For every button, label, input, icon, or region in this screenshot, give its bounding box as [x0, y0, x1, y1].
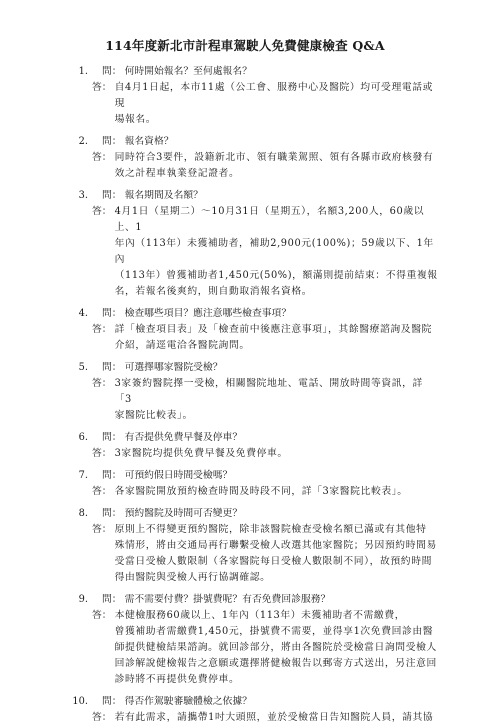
question-text: 可選擇哪家醫院受檢？	[124, 362, 223, 373]
question-label: 問：	[102, 470, 122, 481]
answer-text: 3家簽約醫院擇一受檢，相關醫院地址、電話、開放時間等資訊，詳「3 家醫院比較表」。	[114, 378, 423, 421]
question-number: 1.	[78, 66, 88, 77]
answer-row	[70, 80, 440, 128]
question-label: 問：	[102, 432, 122, 443]
answer-row	[70, 522, 440, 586]
answer-label: 答：	[92, 152, 112, 163]
question-number: 8.	[78, 508, 88, 519]
answer-text: 3家醫院均提供免費早餐及免費停車。	[114, 448, 288, 459]
answer-label: 答：	[92, 82, 112, 93]
question-text: 檢查哪些項目？應注意哪些檢查事項？	[124, 308, 292, 319]
question-number: 5.	[78, 362, 88, 373]
question-number: 2.	[78, 136, 88, 147]
question-label: 問：	[102, 362, 122, 373]
answer-row	[70, 322, 440, 354]
question-text: 何時開始報名？至何處報名？	[124, 66, 252, 77]
question-text: 報名資格？	[124, 136, 174, 147]
qa-item	[70, 188, 440, 300]
document-title: 114年度新北市計程車駕駛人免費健康檢查 Q&A	[105, 38, 385, 53]
answer-label: 答：	[92, 206, 112, 217]
qa-item	[70, 506, 440, 586]
qa-item	[70, 64, 440, 128]
question-row	[70, 430, 440, 446]
question-row	[70, 188, 440, 204]
qa-item	[70, 468, 440, 500]
question-row	[70, 64, 440, 80]
answer-text: 若有此需求，請攜帶1吋大頭照，並於受檢當日告知醫院人員，請其協	[114, 712, 434, 723]
answer-label: 答：	[92, 486, 112, 497]
answer-row	[70, 608, 440, 688]
question-number: 4.	[78, 308, 88, 319]
question-row	[70, 468, 440, 484]
question-row	[70, 306, 440, 322]
question-label: 問：	[102, 308, 122, 319]
answer-label: 答：	[92, 448, 112, 459]
question-label: 問：	[102, 136, 122, 147]
question-row	[70, 694, 440, 710]
answer-label: 答：	[92, 610, 112, 621]
answer-row	[70, 710, 440, 726]
question-label: 問：	[102, 508, 122, 519]
answer-text: 自4月1日起，本市11處（公工會、服務中心及醫院）均可受理電話或現 場報名。	[114, 82, 434, 125]
answer-label: 答：	[92, 378, 112, 389]
qa-item	[70, 360, 440, 424]
question-number: 7.	[78, 470, 88, 481]
question-label: 問：	[102, 696, 122, 707]
qa-item	[70, 430, 440, 462]
question-number: 3.	[78, 190, 88, 201]
question-text: 預約醫院及時間可否變更？	[124, 508, 243, 519]
question-label: 問：	[102, 66, 122, 77]
question-text: 得否作駕駛審驗體檢之依據？	[124, 696, 252, 707]
question-row	[70, 134, 440, 150]
answer-row	[70, 484, 440, 500]
answer-text: 同時符合3要件，設籍新北市、領有職業駕照、領有各縣市政府核發有 效之計程車執業登記證者。	[114, 152, 434, 179]
qa-item	[70, 592, 440, 688]
question-text: 報名期間及名額？	[124, 190, 203, 201]
question-row	[70, 506, 440, 522]
answer-row	[70, 204, 440, 300]
answer-text: 各家醫院開放預約檢查時間及時段不同，詳「3家醫院比較表」。	[114, 486, 408, 497]
qa-item	[70, 306, 440, 354]
answer-row	[70, 150, 440, 182]
question-number: 9.	[78, 594, 88, 605]
answer-text: 原則上不得變更預約醫院，除非該醫院檢查受檢名額已滿或有其他特 殊情形，將由交通局再行聯繫受檢人改選其他家醫院；另因預約時間易 受當日受檢人數限制（各家醫院每日受檢人數限制不同），故預約時間 得由醫院與受檢人再行協調確認。	[114, 524, 437, 583]
question-text: 需不需要付費？掛號費呢？有否免費回診服務？	[124, 594, 331, 605]
question-row	[70, 592, 440, 608]
question-text: 可預約假日時間受檢嗎？	[124, 470, 233, 481]
question-text: 有否提供免費早餐及停車？	[124, 432, 243, 443]
answer-label: 答：	[92, 524, 112, 535]
answer-label: 答：	[92, 324, 112, 335]
answer-text: 本健檢服務60歲以上、1年內（113年）未獲補助者不需繳費， 曾獲補助者需繳費1,450元，掛號費不需要，並得享1次免費回診由醫 師提供健檢結果諮詢。就回診部分，將由各醫院於受檢當日詢問受檢人 回診解說健檢報告之意願或選擇將健檢報告以郵寄方式送出，另注意回 診時將不再提供免費停車。	[114, 610, 437, 685]
answer-text: 4月1日（星期二）～10月31日（星期五），名額3,200人，60歲以上、1 年內（113年）未獲補助者，補助2,900元(100%)；59歲以下、1年內 （113年）曾獲補助者1,450元(50%)，額滿則提前結束：不得重複報 名，若報名後爽約，則自動取消報名資格。	[114, 206, 438, 297]
question-number: 10.	[72, 696, 88, 707]
answer-label: 答：	[92, 712, 112, 723]
question-label: 問：	[102, 594, 122, 605]
answer-text: 詳「檢查項目表」及「檢查前中後應注意事項」，其餘醫療諮詢及醫院 介紹，請逕電洽各醫院詢問。	[114, 324, 432, 351]
question-row	[70, 360, 440, 376]
question-label: 問：	[102, 190, 122, 201]
question-number: 6.	[78, 432, 88, 443]
answer-row	[70, 446, 440, 462]
qa-list	[70, 64, 440, 726]
qa-item	[70, 134, 440, 182]
qa-item	[70, 694, 440, 726]
answer-row	[70, 376, 440, 424]
